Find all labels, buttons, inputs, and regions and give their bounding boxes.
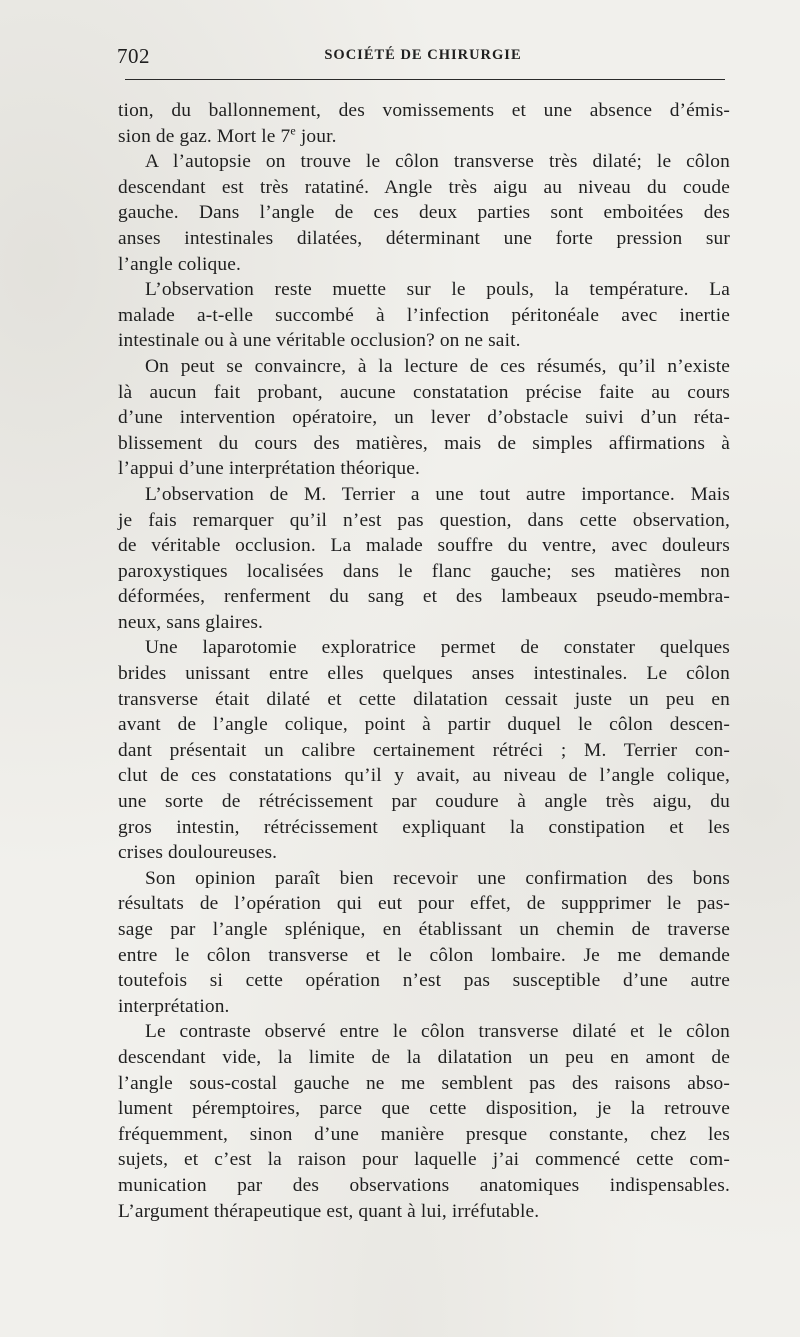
text-line: neux, sans glaires.	[118, 611, 264, 633]
text-line: là aucun fait probant, aucune constatation précise faite au cours	[118, 381, 730, 403]
text-line: gauche. Dans l’angle de ces deux parties sont emboitées des	[118, 202, 730, 224]
text-line: L’observation reste muette sur le pouls, la température. La	[145, 279, 730, 301]
text-line: sion de gaz. Mort le 7e jour.	[118, 123, 337, 147]
text-line: une sorte de rétrécissement par coudure à angle très aigu, du	[118, 791, 730, 813]
text-line: interprétation.	[118, 995, 230, 1017]
text-line: transverse était dilaté et cette dilatation cessait juste un peu en	[118, 688, 730, 710]
text-line: blissement du cours des matières, mais de simples affirmations à	[118, 432, 730, 454]
text-line: d’une intervention opératoire, un lever d’obstacle suivi d’un réta-	[118, 407, 730, 429]
text-line: munication par des observations anatomiques indispensables.	[118, 1174, 730, 1196]
text-line: malade a-t-elle succombé à l’infection péritonéale avec inertie	[118, 304, 730, 326]
text-line: tion, du ballonnement, des vomissements et une absence d’émis-	[118, 100, 730, 121]
text-line: déformées, renferment du sang et des lambeaux pseudo-membra-	[118, 586, 730, 608]
text-line: résultats de l’opération qui eut pour effet, de suppprimer le pas-	[118, 893, 730, 915]
text-line: brides unissant entre elles quelques anses intestinales. Le côlon	[118, 663, 730, 685]
header-rule	[125, 79, 725, 80]
page-number: 702	[117, 44, 150, 68]
text-line: avant de l’angle colique, point à partir duquel le côlon descen-	[118, 714, 730, 736]
text-line: dant présentait un calibre certainement rétréci ; M. Terrier con-	[118, 739, 730, 761]
text-line: On peut se convaincre, à la lecture de ces résumés, qu’il n’existe	[145, 355, 730, 377]
text-line: clut de ces constatations qu’il y avait, au niveau de l’angle colique,	[118, 765, 730, 787]
running-head	[117, 44, 729, 70]
text-line: l’angle sous-costal gauche ne me semblent pas des raisons abso-	[118, 1072, 730, 1094]
text-line: anses intestinales dilatées, déterminant une forte pression sur	[118, 227, 730, 249]
text-line: fréquemment, sinon d’une manière presque constante, chez les	[118, 1123, 730, 1145]
text-line: crises douloureuses.	[118, 842, 278, 864]
journal-title: SOCIÉTÉ DE CHIRURGIE	[324, 47, 522, 63]
text-line: gros intestin, rétrécissement expliquant la constipation et les	[118, 816, 730, 838]
text-line: descendant vide, la limite de la dilatation un peu en amont de	[118, 1046, 730, 1068]
text-line: A l’autopsie on trouve le côlon transverse très dilaté; le côlon	[145, 151, 730, 173]
text-line: sage par l’angle splénique, en établissant un chemin de traverse	[118, 919, 730, 940]
text-line: intestinale ou à une véritable occlusion? on ne sait.	[118, 330, 521, 352]
text-line: Son opinion paraît bien recevoir une confirmation des bons	[145, 867, 730, 889]
text-line: L’argument thérapeutique est, quant à lui, irréfutable.	[118, 1200, 540, 1222]
text-line: sujets, et c’est la raison pour laquelle j’ai commencé cette com-	[118, 1149, 730, 1171]
text-line: toutefois si cette opération n’est pas susceptible d’une autre	[118, 970, 730, 992]
text-line: l’angle colique.	[118, 253, 242, 275]
text-line: je fais remarquer qu’il n’est pas question, dans cette observation,	[118, 509, 730, 531]
text-line: Une laparotomie exploratrice permet de constater quelques	[145, 637, 730, 659]
text-line: lument péremptoires, parce que cette disposition, je la retrouve	[118, 1098, 730, 1120]
text-line: de véritable occlusion. La malade souffre du ventre, avec douleurs	[118, 535, 730, 557]
text-line: entre le côlon transverse et le côlon lombaire. Je me demande	[118, 944, 730, 966]
text-line: paroxystiques localisées dans le flanc gauche; ses matières non	[118, 560, 730, 582]
text-line: Le contraste observé entre le côlon transverse dilaté et le côlon	[145, 1021, 730, 1043]
body-text	[118, 98, 730, 1224]
text-line: descendant est très ratatiné. Angle très aigu au niveau du coude	[118, 176, 730, 198]
text-line: L’observation de M. Terrier a une tout autre importance. Mais	[145, 483, 730, 505]
text-line: l’appui d’une interprétation théorique.	[118, 458, 420, 480]
